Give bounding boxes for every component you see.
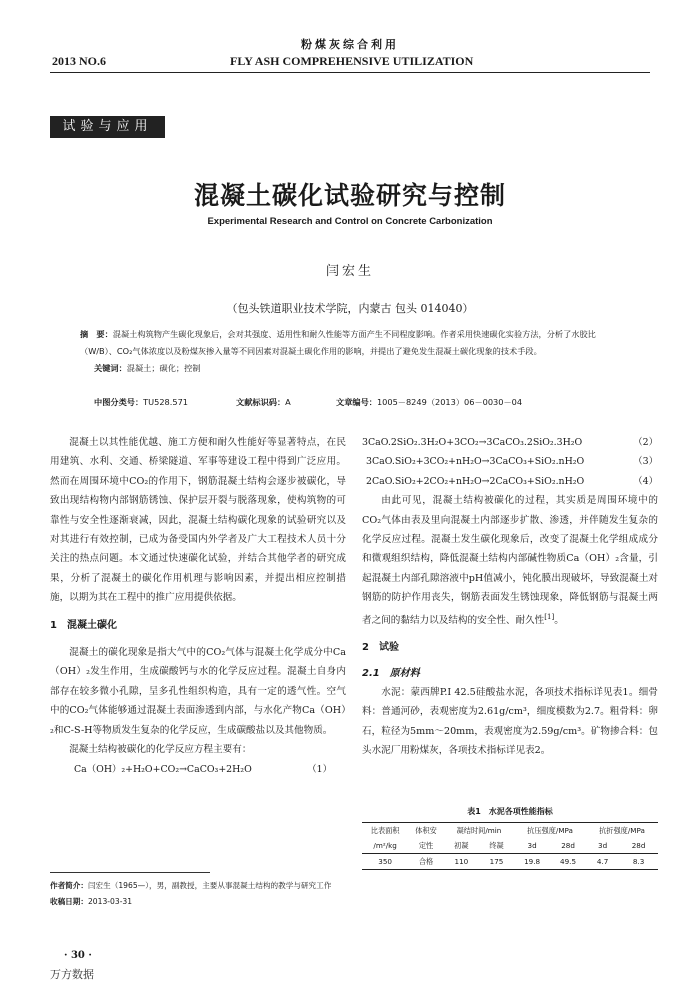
- th-flex-28d: 28d: [619, 838, 658, 854]
- th-flex-3d: 3d: [586, 838, 619, 854]
- table-cell: 175: [479, 854, 514, 870]
- clc: [94, 397, 188, 408]
- carbonization-paragraph: [362, 491, 658, 630]
- table-row: [362, 854, 658, 870]
- journal-name-cn: 粉煤灰综合利用: [301, 38, 399, 51]
- keywords-text: 混凝土；碳化；控制: [126, 363, 201, 373]
- th-final-set: 终凝: [479, 838, 514, 854]
- article-no: [336, 397, 522, 408]
- table-header-row: [362, 823, 658, 839]
- materials-paragraph: 水泥：蒙西牌P.I 42.5硅酸盐水泥，各项技术指标详见表1。细骨料：普通河砂，表观密度为2.61g/cm³，细度模数为2.7。粗骨料：卵石，粒径为5mm～20mm，表观密度为2.59g/cm³。矿物掺合料：包头水泥厂用粉煤灰，各项技术指标详见表2。: [362, 687, 658, 757]
- th-flexural: 抗折强度/MPa: [586, 823, 658, 839]
- affiliation: （包头铁道职业技术学院，内蒙古 包头 014040）: [226, 302, 474, 315]
- table-cell: 合格: [408, 854, 443, 870]
- intro-paragraph: 混凝土以其性能优越、施工方便和耐久性能好等显著特点，在民用建筑、水利、交通、桥梁隧道、军事等建设工程中得到广泛应用。然而在周围环境中CO₂的作用下，钢筋混凝土结构会逐步被碳化，导致出现结构物内部钢筋锈蚀、保护层开裂与脱落现象，使构筑物的可靠性与安全性逐渐衰减，因此，混凝土结构碳化现象的试验研究以及对其进行有效控制，已成为备受国内外学者及广大工程技术人员十分关注的热点问题。本文通过快速碳化试验，并结合其他学者的研究成果，分析了混凝土的碳化作用机理与影响因素，并提出相应控制措施，以期为其在工程中的推广应用提供依据。: [50, 437, 346, 604]
- received-date: 2013-03-31: [87, 897, 133, 906]
- doc-code-label: 文献标识码：: [236, 397, 286, 407]
- clc-value: TU528.571: [143, 397, 188, 407]
- equation-3-number: （3）: [633, 456, 658, 468]
- left-column: [50, 433, 346, 779]
- th-stability: 体积安: [408, 823, 443, 839]
- author-bio-label: 作者简介：: [50, 881, 88, 890]
- equation-2: [362, 433, 658, 452]
- section-tag: 试验与应用: [50, 116, 165, 138]
- heading-2: 2 试验: [362, 642, 399, 654]
- section1-paragraph: 混凝土的碳化现象是指大气中的CO₂气体与混凝土化学成分中Ca（OH）₂发生作用，生成碳酸钙与水的化学反应过程。混凝土自身内部存在较多微小孔隙，呈多孔性组织构造，具有一定的透气性。空气中的CO₂气体能够通过混凝土表面渗透到内部，与水化产物Ca（OH）₂和C-S-H等物质发生复杂的化学反应，生成碳酸盐以及其他物质。: [50, 647, 346, 736]
- journal-name-en: FLY ASH COMPREHENSIVE UTILIZATION: [230, 54, 474, 68]
- abstract-text: 混凝土构筑物产生碳化现象后，会对其强度、适用性和耐久性能等方面产生不同程度影响。作者采用快速碳化实验方法，分析了水胶比（W/B）、CO₂气体浓度以及粉煤灰掺入量等不同因素对混凝土碳化作用的影响，并提出了避免发生混凝土碳化现象的技术手段。: [80, 329, 596, 356]
- title-en: Experimental Research and Control on Concrete Carbonization: [207, 216, 493, 227]
- footnote: [50, 878, 346, 910]
- carbonization-text: 由此可见，混凝土结构被碳化的过程，其实质是周围环境中的CO₂气体由表及里向混凝土内部逐步扩散、渗透，并伴随发生复杂的化学反应过程。混凝土发生碳化现象后，改变了混凝土化学组成成分和微观组织结构，降低混凝土结构内部碱性物质Ca（OH）₂含量，引起混凝土内部孔隙溶液中pH值减小，钝化膜出现破坏，导致混凝土对钢筋的防护作用丧失，钢筋表面发生锈蚀现象，降低钢筋与混凝土两者之间的黏结力以及结构的安全性、耐久性: [362, 495, 658, 626]
- watermark: 万方数据: [50, 968, 94, 981]
- table-cell: 19.8: [514, 854, 550, 870]
- th-comp-28d: 28d: [550, 838, 586, 854]
- equation-1: [50, 760, 346, 779]
- equation-3-text: 3CaO.SiO₂+3CO₂+nH₂O→3CaCO₃+SiO₂.nH₂O: [366, 456, 585, 468]
- article-no-value: 1005－8249（2013）06－0030－04: [376, 397, 523, 407]
- heading-1: 1 混凝土碳化: [50, 619, 117, 631]
- table-subheader-row: [362, 838, 658, 854]
- right-column: [362, 433, 658, 761]
- equation-3: [362, 452, 658, 471]
- abstract: [80, 326, 620, 377]
- author: 闫宏生: [325, 264, 374, 279]
- equation-2-number: （2）: [633, 437, 658, 448]
- table-cell: 4.7: [586, 854, 619, 870]
- th-comp-3d: 3d: [514, 838, 550, 854]
- section1-paragraph-2: 混凝土结构被碳化的化学反应方程主要有：: [69, 744, 252, 756]
- th-setting-time: 凝结时间/min: [444, 823, 514, 839]
- citation-1: [1]: [544, 612, 555, 621]
- header-rule: [50, 72, 650, 73]
- doc-code: [236, 397, 291, 408]
- keywords-label: 关键词：: [94, 363, 127, 373]
- th-compressive: 抗压强度/MPa: [514, 823, 586, 839]
- abstract-label: 摘 要：: [80, 329, 113, 339]
- issue-label: 2013 NO.6: [52, 54, 106, 68]
- th-stability-2: 定性: [408, 838, 443, 854]
- table1: [362, 822, 658, 870]
- table-cell: 110: [444, 854, 479, 870]
- table-cell: 49.5: [550, 854, 586, 870]
- equation-4-text: 2CaO.SiO₂+2CO₂+nH₂O→2CaCO₃+SiO₂.nH₂O: [366, 475, 585, 487]
- th-initial-set: 初凝: [444, 838, 479, 854]
- carbonization-end: 。: [554, 614, 564, 626]
- heading-2-1: 2.1 原材料: [362, 667, 420, 679]
- table1-caption: 表1 水泥各项性能指标: [467, 807, 553, 816]
- th-area-unit: /m²/kg: [362, 838, 408, 854]
- article-no-label: 文章编号：: [336, 397, 377, 407]
- title-cn: 混凝土碳化试验研究与控制: [193, 181, 506, 210]
- table-cell: 350: [362, 854, 408, 870]
- equation-4-number: （4）: [633, 475, 658, 487]
- equation-4: [362, 472, 658, 491]
- equation-1-text: Ca（OH）₂+H₂O+CO₂→CaCO₃+2H₂O: [74, 763, 252, 775]
- clc-label: 中图分类号：: [94, 397, 144, 407]
- footnote-rule: [50, 872, 210, 873]
- th-area: 比表面积: [362, 823, 408, 839]
- table-cell: 8.3: [619, 854, 658, 870]
- doc-code-value: A: [285, 397, 291, 407]
- equation-2-text: 3CaO.2SiO₂.3H₂O+3CO₂→3CaCO₃.2SiO₂.3H₂O: [362, 437, 583, 448]
- page-number: · 30 ·: [64, 950, 92, 961]
- received-label: 收稿日期：: [50, 897, 88, 906]
- equation-1-number: （1）: [307, 763, 332, 775]
- author-bio-text: 闫宏生（1965—），男，副教授，主要从事混凝土结构的教学与研究工作: [87, 881, 332, 890]
